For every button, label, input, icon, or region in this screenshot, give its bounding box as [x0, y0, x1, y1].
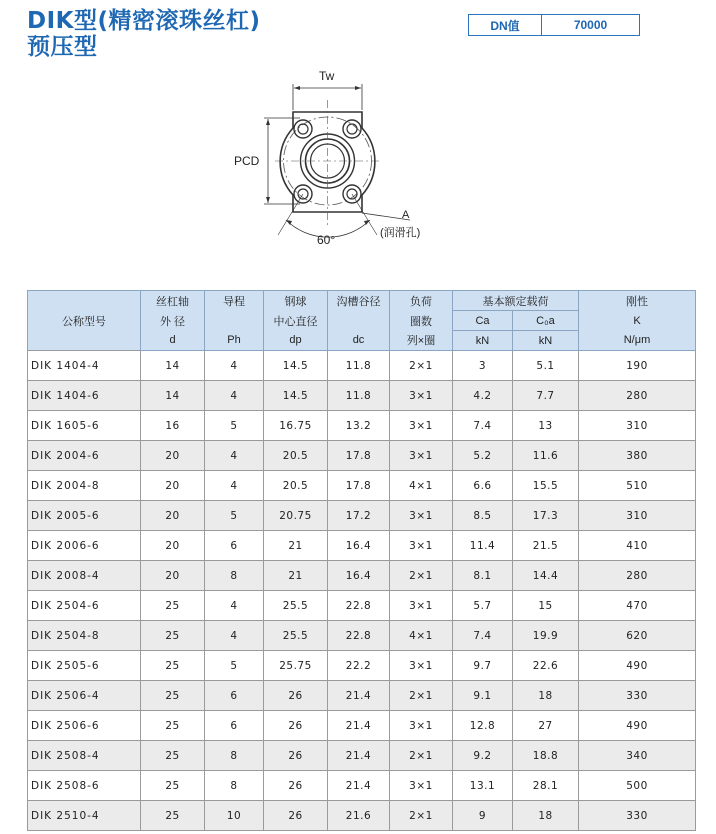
cell-rigidity: 490 — [579, 651, 696, 681]
cell-rigidity: 280 — [579, 561, 696, 591]
cell-rigidity: 310 — [579, 501, 696, 531]
cell-ca: 9.1 — [453, 681, 513, 711]
cell-lead: 4 — [205, 591, 264, 621]
col-ball-2: 中心直径 — [264, 311, 328, 331]
cell-model: DIK 1605-6 — [28, 411, 141, 441]
col-c0a: C₀a — [513, 311, 579, 331]
cell-c0a: 7.7 — [513, 381, 579, 411]
cell-shaft: 25 — [141, 801, 205, 831]
col-ball-1: 钢球 — [264, 291, 328, 311]
cell-lead: 8 — [205, 561, 264, 591]
cell-ball: 25.5 — [264, 591, 328, 621]
cell-circuit: 3×1 — [390, 531, 453, 561]
cell-circuit: 3×1 — [390, 501, 453, 531]
cell-rigidity: 620 — [579, 621, 696, 651]
cell-shaft: 25 — [141, 591, 205, 621]
cell-lead: 5 — [205, 651, 264, 681]
cell-shaft: 16 — [141, 411, 205, 441]
cell-c0a: 15 — [513, 591, 579, 621]
cell-shaft: 25 — [141, 711, 205, 741]
cell-rigidity: 330 — [579, 801, 696, 831]
cell-circuit: 2×1 — [390, 741, 453, 771]
cell-circuit: 3×1 — [390, 441, 453, 471]
cell-rigidity: 330 — [579, 681, 696, 711]
cell-model: DIK 2508-4 — [28, 741, 141, 771]
cell-circuit: 4×1 — [390, 621, 453, 651]
cell-model: DIK 2506-4 — [28, 681, 141, 711]
cell-model: DIK 2508-6 — [28, 771, 141, 801]
cell-lead: 4 — [205, 351, 264, 381]
angle-label: 60° — [317, 233, 336, 247]
cell-ca: 5.2 — [453, 441, 513, 471]
cell-lead: 5 — [205, 411, 264, 441]
cell-rigidity: 190 — [579, 351, 696, 381]
cell-circuit: 3×1 — [390, 771, 453, 801]
cell-ca: 12.8 — [453, 711, 513, 741]
cell-c0a: 14.4 — [513, 561, 579, 591]
cell-model: DIK 2008-4 — [28, 561, 141, 591]
cell-ball: 20.5 — [264, 471, 328, 501]
cell-c0a: 19.9 — [513, 621, 579, 651]
cell-c0a: 5.1 — [513, 351, 579, 381]
cell-ball: 20.5 — [264, 441, 328, 471]
cell-rigidity: 340 — [579, 741, 696, 771]
table-row — [28, 411, 696, 441]
cell-groove: 21.4 — [328, 711, 390, 741]
cell-groove: 21.6 — [328, 801, 390, 831]
cell-ball: 26 — [264, 801, 328, 831]
table-row — [28, 561, 696, 591]
cell-circuit: 2×1 — [390, 801, 453, 831]
cell-groove: 22.8 — [328, 591, 390, 621]
cell-groove: 11.8 — [328, 351, 390, 381]
cell-c0a: 18 — [513, 681, 579, 711]
cell-model: DIK 1404-6 — [28, 381, 141, 411]
cell-groove: 21.4 — [328, 741, 390, 771]
table-row — [28, 651, 696, 681]
cell-lead: 6 — [205, 681, 264, 711]
col-shaft-2: 外 径 — [141, 311, 205, 331]
cell-ca: 3 — [453, 351, 513, 381]
cell-shaft: 25 — [141, 681, 205, 711]
cell-c0a: 27 — [513, 711, 579, 741]
cell-lead: 8 — [205, 771, 264, 801]
cell-c0a: 15.5 — [513, 471, 579, 501]
flange-drawing — [220, 60, 460, 250]
cell-groove: 16.4 — [328, 561, 390, 591]
cell-groove: 21.4 — [328, 771, 390, 801]
cell-model: DIK 2505-6 — [28, 651, 141, 681]
tw-label: Tw — [319, 69, 335, 83]
cell-model: DIK 2504-8 — [28, 621, 141, 651]
col-rigid-3: N/μm — [579, 331, 696, 351]
cell-model: DIK 2004-8 — [28, 471, 141, 501]
lube-hole-label: (润滑孔) — [380, 227, 421, 239]
table-row — [28, 771, 696, 801]
cell-ca: 9 — [453, 801, 513, 831]
table-row — [28, 441, 696, 471]
cell-ball: 25.75 — [264, 651, 328, 681]
cell-ball: 21 — [264, 531, 328, 561]
cell-rigidity: 310 — [579, 411, 696, 441]
cell-lead: 4 — [205, 471, 264, 501]
cell-model: DIK 2006-6 — [28, 531, 141, 561]
cell-ball: 26 — [264, 681, 328, 711]
cell-rigidity: 510 — [579, 471, 696, 501]
cell-ball: 26 — [264, 771, 328, 801]
col-shaft-1: 丝杠轴 — [141, 291, 205, 311]
cell-groove: 16.4 — [328, 531, 390, 561]
cell-groove: 17.2 — [328, 501, 390, 531]
cell-groove: 17.8 — [328, 471, 390, 501]
page-title — [27, 8, 261, 60]
table-row — [28, 801, 696, 831]
cell-circuit: 3×1 — [390, 711, 453, 741]
cell-shaft: 25 — [141, 771, 205, 801]
cell-lead: 6 — [205, 711, 264, 741]
cell-groove: 11.8 — [328, 381, 390, 411]
cell-ball: 14.5 — [264, 351, 328, 381]
cell-ca: 9.2 — [453, 741, 513, 771]
cell-model: DIK 2005-6 — [28, 501, 141, 531]
cell-shaft: 25 — [141, 741, 205, 771]
cell-circuit: 2×1 — [390, 681, 453, 711]
title-line-1: DIK型(精密滚珠丝杠) — [27, 8, 261, 34]
table-row — [28, 621, 696, 651]
cell-lead: 10 — [205, 801, 264, 831]
table-row — [28, 471, 696, 501]
table-row — [28, 381, 696, 411]
cell-ca: 5.7 — [453, 591, 513, 621]
cell-shaft: 20 — [141, 441, 205, 471]
cell-rigidity: 280 — [579, 381, 696, 411]
dn-value: 70000 — [573, 18, 608, 32]
cell-shaft: 14 — [141, 351, 205, 381]
col-rigid-1: 刚性 — [579, 291, 696, 311]
col-groove-3: dc — [328, 331, 390, 351]
dn-label: DN值 — [469, 15, 542, 35]
cell-lead: 4 — [205, 381, 264, 411]
cell-lead: 8 — [205, 741, 264, 771]
col-rigid-2: K — [579, 311, 696, 331]
cell-model: DIK 1404-4 — [28, 351, 141, 381]
cell-groove: 21.4 — [328, 681, 390, 711]
cell-c0a: 22.6 — [513, 651, 579, 681]
header-row-1 — [28, 291, 696, 311]
cell-groove: 22.2 — [328, 651, 390, 681]
cell-ca: 7.4 — [453, 621, 513, 651]
cell-shaft: 20 — [141, 561, 205, 591]
cell-c0a: 11.6 — [513, 441, 579, 471]
cell-model: DIK 2004-6 — [28, 441, 141, 471]
col-lead-1: 导程 — [205, 291, 264, 311]
table-row — [28, 711, 696, 741]
cell-circuit: 3×1 — [390, 411, 453, 441]
cell-ca: 7.4 — [453, 411, 513, 441]
cell-model: DIK 2506-6 — [28, 711, 141, 741]
cell-ca: 11.4 — [453, 531, 513, 561]
cell-groove: 13.2 — [328, 411, 390, 441]
cell-rigidity: 470 — [579, 591, 696, 621]
col-ca: Ca — [453, 311, 513, 331]
cell-groove: 17.8 — [328, 441, 390, 471]
cell-rigidity: 380 — [579, 441, 696, 471]
cell-model: DIK 2504-6 — [28, 591, 141, 621]
cell-circuit: 3×1 — [390, 651, 453, 681]
pcd-label: PCD — [234, 154, 260, 168]
col-circuit-3: 列×圈 — [390, 331, 453, 351]
title-line-2: 预压型 — [27, 34, 98, 60]
table-row — [28, 741, 696, 771]
col-ball-3: dp — [264, 331, 328, 351]
cell-ball: 16.75 — [264, 411, 328, 441]
cell-c0a: 17.3 — [513, 501, 579, 531]
cell-lead: 6 — [205, 531, 264, 561]
cell-circuit: 2×1 — [390, 561, 453, 591]
cell-shaft: 25 — [141, 621, 205, 651]
cell-shaft: 20 — [141, 471, 205, 501]
cell-ca: 8.1 — [453, 561, 513, 591]
cell-ball: 14.5 — [264, 381, 328, 411]
table-row — [28, 681, 696, 711]
col-c0a-unit: kN — [513, 331, 579, 351]
cell-circuit: 3×1 — [390, 381, 453, 411]
cell-ball: 20.75 — [264, 501, 328, 531]
dn-value-box — [468, 14, 640, 36]
table-row — [28, 351, 696, 381]
cell-ca: 4.2 — [453, 381, 513, 411]
col-shaft-3: d — [141, 331, 205, 351]
cell-lead: 5 — [205, 501, 264, 531]
cell-shaft: 14 — [141, 381, 205, 411]
cell-shaft: 20 — [141, 501, 205, 531]
col-lead-3: Ph — [205, 331, 264, 351]
cell-shaft: 25 — [141, 651, 205, 681]
cell-c0a: 18.8 — [513, 741, 579, 771]
cell-lead: 4 — [205, 621, 264, 651]
cell-ca: 13.1 — [453, 771, 513, 801]
table-row — [28, 531, 696, 561]
cell-shaft: 20 — [141, 531, 205, 561]
cell-circuit: 4×1 — [390, 471, 453, 501]
col-load-1: 基本额定载荷 — [453, 291, 579, 311]
cell-ca: 6.6 — [453, 471, 513, 501]
cell-groove: 22.8 — [328, 621, 390, 651]
cell-circuit: 2×1 — [390, 351, 453, 381]
cell-ball: 21 — [264, 561, 328, 591]
cell-ball: 26 — [264, 711, 328, 741]
cell-ball: 26 — [264, 741, 328, 771]
col-groove-1: 沟槽谷径 — [328, 291, 390, 311]
col-ca-unit: kN — [453, 331, 513, 351]
col-circuit-1: 负荷 — [390, 291, 453, 311]
cell-lead: 4 — [205, 441, 264, 471]
cell-c0a: 21.5 — [513, 531, 579, 561]
table-row — [28, 591, 696, 621]
cell-rigidity: 490 — [579, 711, 696, 741]
cell-model: DIK 2510-4 — [28, 801, 141, 831]
spec-table — [27, 290, 696, 831]
cell-c0a: 28.1 — [513, 771, 579, 801]
a-label: A — [402, 209, 410, 221]
cell-ball: 25.5 — [264, 621, 328, 651]
table-row — [28, 501, 696, 531]
cell-ca: 8.5 — [453, 501, 513, 531]
col-circuit-2: 圈数 — [390, 311, 453, 331]
cell-ca: 9.7 — [453, 651, 513, 681]
cell-rigidity: 500 — [579, 771, 696, 801]
cell-circuit: 3×1 — [390, 591, 453, 621]
col-model: 公称型号 — [28, 291, 141, 351]
cell-c0a: 13 — [513, 411, 579, 441]
cell-c0a: 18 — [513, 801, 579, 831]
cell-rigidity: 410 — [579, 531, 696, 561]
